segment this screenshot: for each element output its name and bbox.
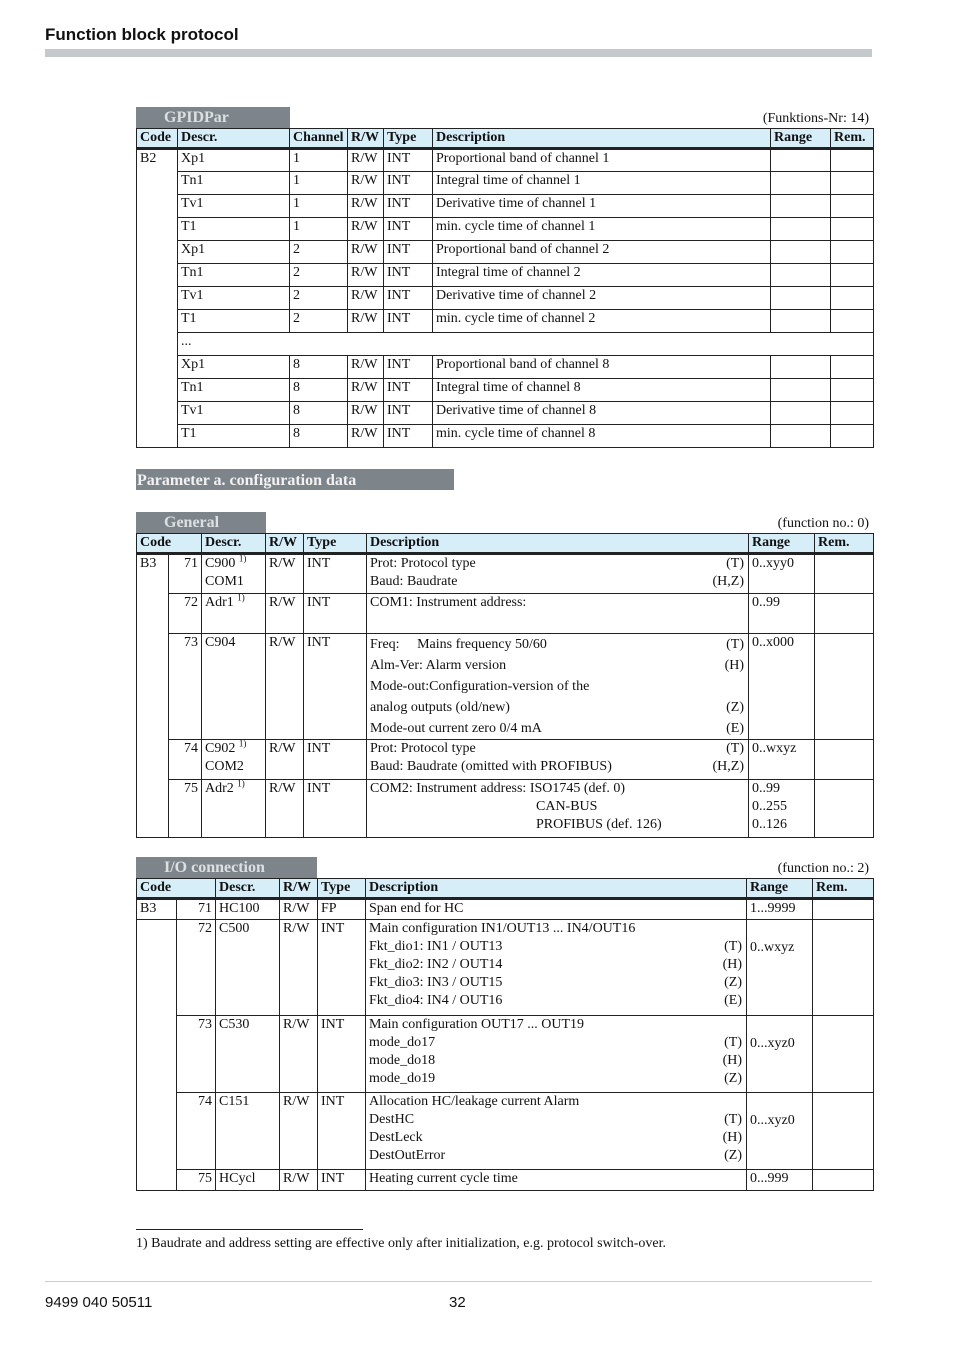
gpidpar-function-number: (Funktions-Nr: 14) (762, 111, 869, 126)
table-row: 73 C530 R/W INT Main configuration OUT17 ... OUT19 mode_do17 (T) mode_do18 (H) mode_do19 (Z) 0...xyz0 (137, 1016, 874, 1093)
table-row: B3 71 C900 $^{1)}$ COM1 R/W INT Prot: Protocol type (T) Baud: Baudrate (H,Z) 0..xyy0 (137, 554, 874, 594)
header-bar (45, 49, 872, 57)
io-label: I/O connection (136, 857, 317, 878)
table-row: Tv1 1 R/W INT Derivative time of channel 1 (137, 195, 874, 218)
table-row: B2 Xp1 1 R/W INT Proportional band of channel 1 (137, 149, 874, 172)
table-row: T1 2 R/W INT min. cycle time of channel 2 (137, 310, 874, 333)
table-row: 72 C500 R/W INT Main configuration IN1/OUT13 ... IN4/OUT16 Fkt_dio1: IN1 / OUT13 (T) Fkt_dio2: IN2 / OUT14 (H) Fkt_dio3: IN3 / OUT15 (Z) Fkt_dio4: IN4 / OUT16 (E) 0..wxyz (137, 920, 874, 1016)
col-descr: Descr. (202, 534, 266, 554)
col-rem: Rem. (831, 129, 874, 149)
col-rw: R/W (280, 879, 318, 899)
col-type: Type (318, 879, 366, 899)
gpidpar-label: GPIDPar (136, 107, 290, 128)
io-function-number: (function no.: 2) (777, 861, 869, 876)
col-description: Description (366, 879, 747, 899)
table-row: 74 C902 $^{1)}$ COM2 R/W INT Prot: Protocol type (T) Baud: Baudrate (omitted with PROFIBUS) (H,Z) 0..wxyz (137, 740, 874, 780)
section-title: Parameter a. configuration data (136, 469, 454, 490)
io-table (136, 878, 874, 1191)
general-block (136, 512, 873, 838)
col-code: Code (137, 879, 216, 899)
col-descr: Descr. (216, 879, 280, 899)
table-row: 73 C904 R/W INT Freq: Mains frequency 50/60 (T) Alm-Ver: Alarm version (H) Mode-out:Configuration-version of the analog outputs (old/new) (Z) Mode-out current zero 0/4 mA (E) 0..x000 (137, 634, 874, 740)
footnote: 1) Baudrate and address setting are effective only after initialization, e.g. protocol switch-over. (136, 1236, 666, 1251)
col-rem: Rem. (815, 534, 874, 554)
col-rw: R/W (348, 129, 384, 149)
table-row: Xp1 8 R/W INT Proportional band of channel 8 (137, 356, 874, 379)
table-row: Xp1 2 R/W INT Proportional band of channel 2 (137, 241, 874, 264)
table-row: 74 C151 R/W INT Allocation HC/leakage current Alarm DestHC (T) DestLeck (H) DestOutError (Z) 0...xyz0 (137, 1093, 874, 1170)
document-number: 9499 040 50511 (45, 1294, 153, 1311)
col-channel: Channel (290, 129, 348, 149)
general-function-number: (function no.: 0) (777, 516, 869, 531)
table-row: 72 Adr1 $^{1)}$ R/W INT COM1: Instrument address: 0..99 (137, 594, 874, 634)
col-type: Type (304, 534, 367, 554)
ellipsis-row: ... (137, 333, 874, 356)
col-code: Code (137, 534, 202, 554)
col-type: Type (384, 129, 433, 149)
code-cell: B2 (137, 149, 178, 172)
page-number: 32 (449, 1294, 466, 1311)
table-row: Tn1 2 R/W INT Integral time of channel 2 (137, 264, 874, 287)
col-range: Range (771, 129, 831, 149)
table-row: B3 71 HC100 R/W FP Span end for HC 1...9999 (137, 899, 874, 920)
general-label: General (136, 512, 266, 533)
page-title: Function block protocol (45, 25, 239, 44)
footer-rule (45, 1281, 872, 1282)
page-header (45, 25, 872, 57)
table-row: 75 Adr2 $^{1)}$ R/W INT COM2: Instrument address: ISO1745 (def. 0) CAN-BUS PROFIBUS (def. 126) 0..99 0..255 0..126 (137, 780, 874, 838)
col-range: Range (747, 879, 813, 899)
footnote-rule (136, 1229, 363, 1230)
col-range: Range (749, 534, 815, 554)
table-row: Tv1 2 R/W INT Derivative time of channel 2 (137, 287, 874, 310)
table-row: Tn1 8 R/W INT Integral time of channel 8 (137, 379, 874, 402)
table-row: Tn1 1 R/W INT Integral time of channel 1 (137, 172, 874, 195)
col-descr: Descr. (178, 129, 290, 149)
table-row: Tv1 8 R/W INT Derivative time of channel 8 (137, 402, 874, 425)
col-description: Description (433, 129, 771, 149)
table-row: T1 8 R/W INT min. cycle time of channel 8 (137, 425, 874, 448)
col-code: Code (137, 129, 178, 149)
col-rem: Rem. (813, 879, 874, 899)
gpidpar-block (136, 107, 873, 448)
table-row: 75 HCycl R/W INT Heating current cycle time 0...999 (137, 1170, 874, 1191)
code-cell: B3 (137, 554, 169, 594)
code-cell: B3 (137, 899, 177, 920)
col-rw: R/W (266, 534, 304, 554)
table-row: T1 1 R/W INT min. cycle time of channel 1 (137, 218, 874, 241)
gpidpar-table (136, 128, 874, 448)
io-block (136, 857, 873, 1191)
general-table (136, 533, 874, 838)
col-description: Description (367, 534, 749, 554)
